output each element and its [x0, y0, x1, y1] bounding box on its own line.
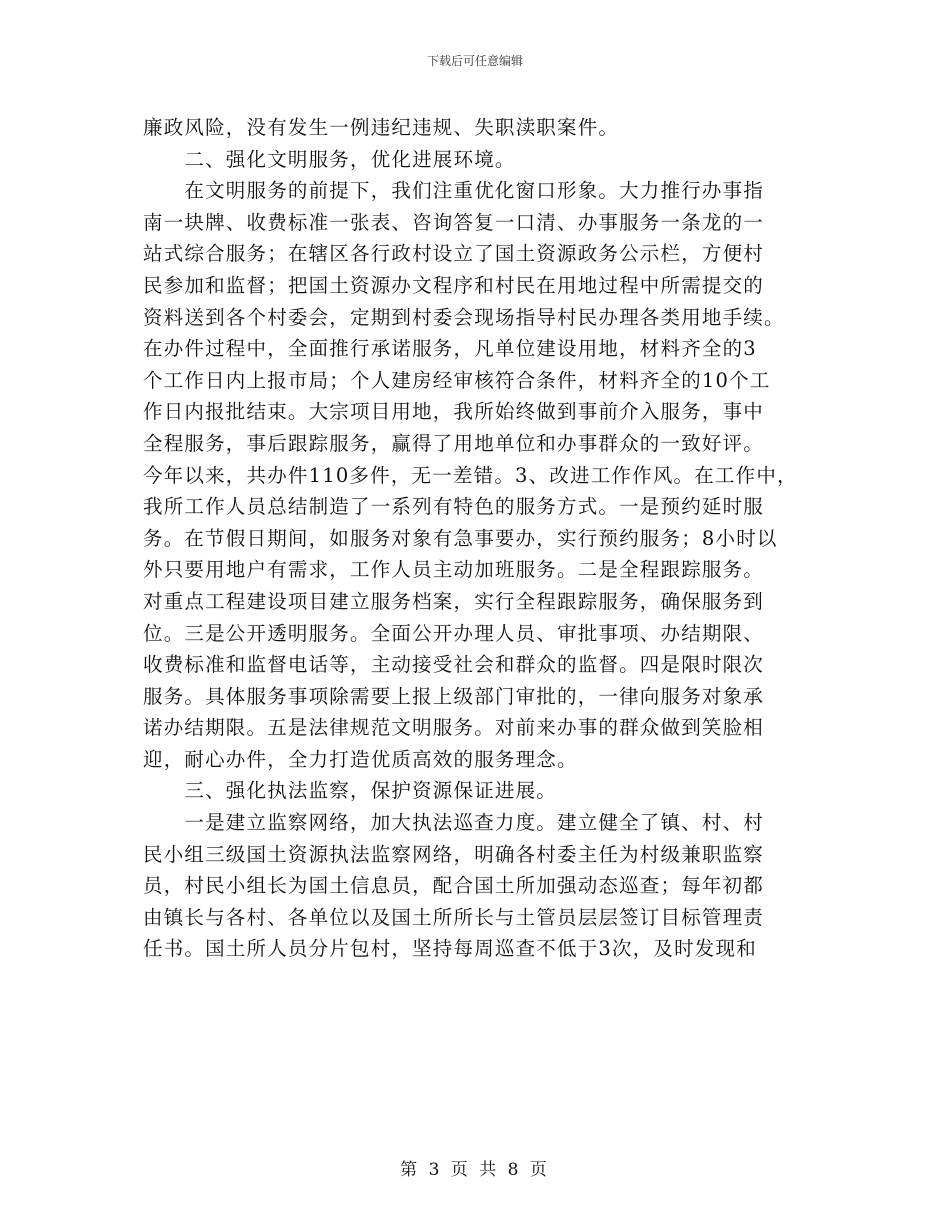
- body-line: 外只要用地户有需求，工作人员主动加班服务。二是全程跟踪服务。: [143, 558, 765, 582]
- body-line: 一是建立监察网络，加大执法巡查力度。建立健全了镇、村、村: [143, 811, 765, 835]
- section-heading: 三、强化执法监察，保护资源保证进展。: [143, 779, 558, 803]
- page-number: 第 3 页 共 8 页: [400, 1160, 550, 1180]
- body-line: 资料送到各个村委会，定期到村委会现场指导村民办理各类用地手续。: [143, 305, 785, 329]
- body-line: 由镇长与各村、各单位以及国土所所长与土管员层层签订目标管理责: [143, 905, 765, 929]
- body-line: 廉政风险，没有发生一例违纪违规、失职渎职案件。: [143, 116, 620, 139]
- body-line: 站式综合服务；在辖区各行政村设立了国土资源政务公示栏，方便村: [143, 242, 765, 266]
- body-line: 任书。国土所人员分片包村，坚持每周巡查不低于3次，及时发现和: [143, 937, 757, 961]
- body-line: 民小组三级国土资源执法监察网络，明确各村委主任为村级兼职监察: [143, 842, 765, 866]
- body-line: 全程服务，事后跟踪服务，赢得了用地单位和办事群众的一致好评。: [143, 431, 765, 455]
- body-line: 迎，耐心办件，全力打造优质高效的服务理念。: [143, 747, 578, 771]
- header-note: 下载后可任意编辑: [426, 54, 523, 68]
- body-line: 诺办结期限。五是法律规范文明服务。对前来办事的群众做到笑脸相: [143, 716, 765, 740]
- body-line: 对重点工程建设项目建立服务档案，实行全程跟踪服务，确保服务到: [143, 589, 765, 613]
- body-line: 位。三是公开透明服务。全面公开办理人员、审批事项、办结期限、: [143, 621, 765, 645]
- body-line: 我所工作人员总结制造了一系列有特色的服务方式。一是预约延时服: [143, 495, 765, 519]
- body-line: 服务。具体服务事项除需要上报上级部门审批的，一律向服务对象承: [143, 684, 765, 708]
- body-line: 在办件过程中，全面推行承诺服务，凡单位建设用地，材料齐全的3: [143, 337, 757, 361]
- body-line: 员，村民小组长为国土信息员，配合国土所加强动态巡查；每年初都: [143, 874, 765, 898]
- body-line: 作日内报批结束。大宗项目用地，我所始终做到事前介入服务，事中: [143, 400, 765, 424]
- document-body: [143, 112, 808, 965]
- body-line: 在文明服务的前提下，我们注重优化窗口形象。大力推行办事指: [143, 179, 765, 203]
- body-line: 今年以来，共办件110多件，无一差错。3、改进工作作风。在工作中，: [143, 463, 798, 487]
- body-line: 南一块牌、收费标准一张表、咨询答复一口清、办事服务一条龙的一: [143, 210, 765, 234]
- body-line: 务。在节假日期间，如服务对象有急事要办，实行预约服务；8小时以: [143, 526, 778, 550]
- body-line: 收费标准和监督电话等，主动接受社会和群众的监督。四是限时限次: [143, 653, 765, 677]
- body-line: 个工作日内上报市局；个人建房经审核符合条件，材料齐全的10个工: [143, 368, 771, 392]
- section-heading: 二、强化文明服务，优化进展环境。: [143, 147, 516, 171]
- body-line: 民参加和监督；把国土资源办文程序和村民在用地过程中所需提交的: [143, 273, 765, 297]
